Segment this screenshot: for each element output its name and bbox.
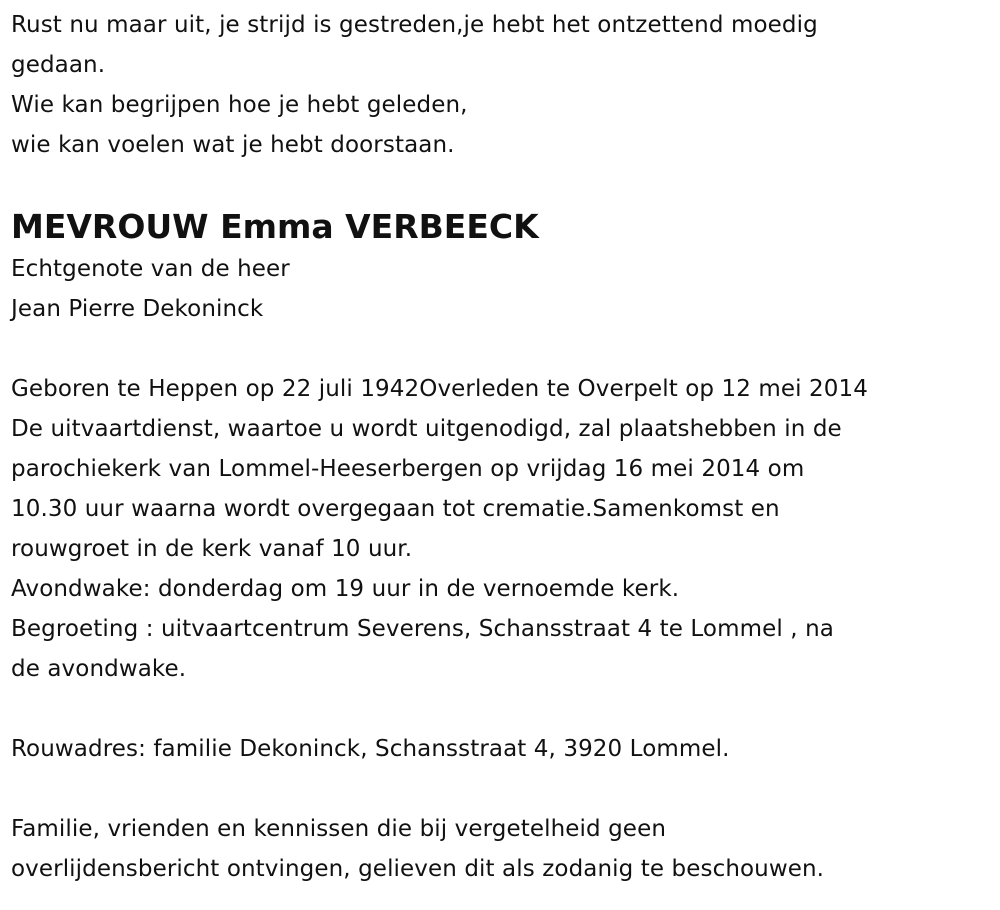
closing-line: overlijdensbericht ontvingen, gelieven dit als zodanig te beschouwen.	[11, 856, 825, 882]
closing-line: Familie, vrienden en kennissen die bij vergetelheid geen	[11, 816, 666, 842]
spouse-name: Jean Pierre Dekoninck	[11, 296, 264, 322]
details-line: de avondwake.	[11, 656, 187, 682]
spouse-line: Echtgenote van de heer	[11, 256, 290, 282]
details-line: 10.30 uur waarna wordt overgegaan tot crematie.Samenkomst en	[11, 496, 780, 522]
details-line: rouwgroet in de kerk vanaf 10 uur.	[11, 536, 413, 562]
details-line: Avondwake: donderdag om 19 uur in de vernoemde kerk.	[11, 576, 680, 602]
obituary-notice	[11, 0, 991, 889]
spacer	[11, 329, 991, 369]
spacer	[11, 769, 991, 809]
poem-line: Rust nu maar uit, je strijd is gestreden,je hebt het ontzettend moedig	[11, 12, 818, 38]
details-line: parochiekerk van Lommel-Heeserbergen op vrijdag 16 mei 2014 om	[11, 456, 805, 482]
mourning-address: Rouwadres: familie Dekoninck, Schansstraat 4, 3920 Lommel.	[11, 736, 730, 762]
funeral-details	[11, 369, 991, 689]
poem	[11, 5, 991, 165]
spacer	[11, 689, 991, 729]
poem-line: gedaan.	[11, 52, 106, 78]
deceased-name: MEVROUW Emma VERBEECK	[11, 207, 539, 246]
details-line: Begroeting : uitvaartcentrum Severens, Schansstraat 4 te Lommel , na	[11, 616, 834, 642]
poem-line: wie kan voelen wat je hebt doorstaan.	[11, 132, 455, 158]
details-line: Geboren te Heppen op 22 juli 1942Overleden te Overpelt op 12 mei 2014	[11, 376, 868, 402]
details-line: De uitvaartdienst, waartoe u wordt uitgenodigd, zal plaatshebben in de	[11, 416, 842, 442]
poem-line: Wie kan begrijpen hoe je hebt geleden,	[11, 92, 468, 118]
closing-note	[11, 809, 991, 889]
